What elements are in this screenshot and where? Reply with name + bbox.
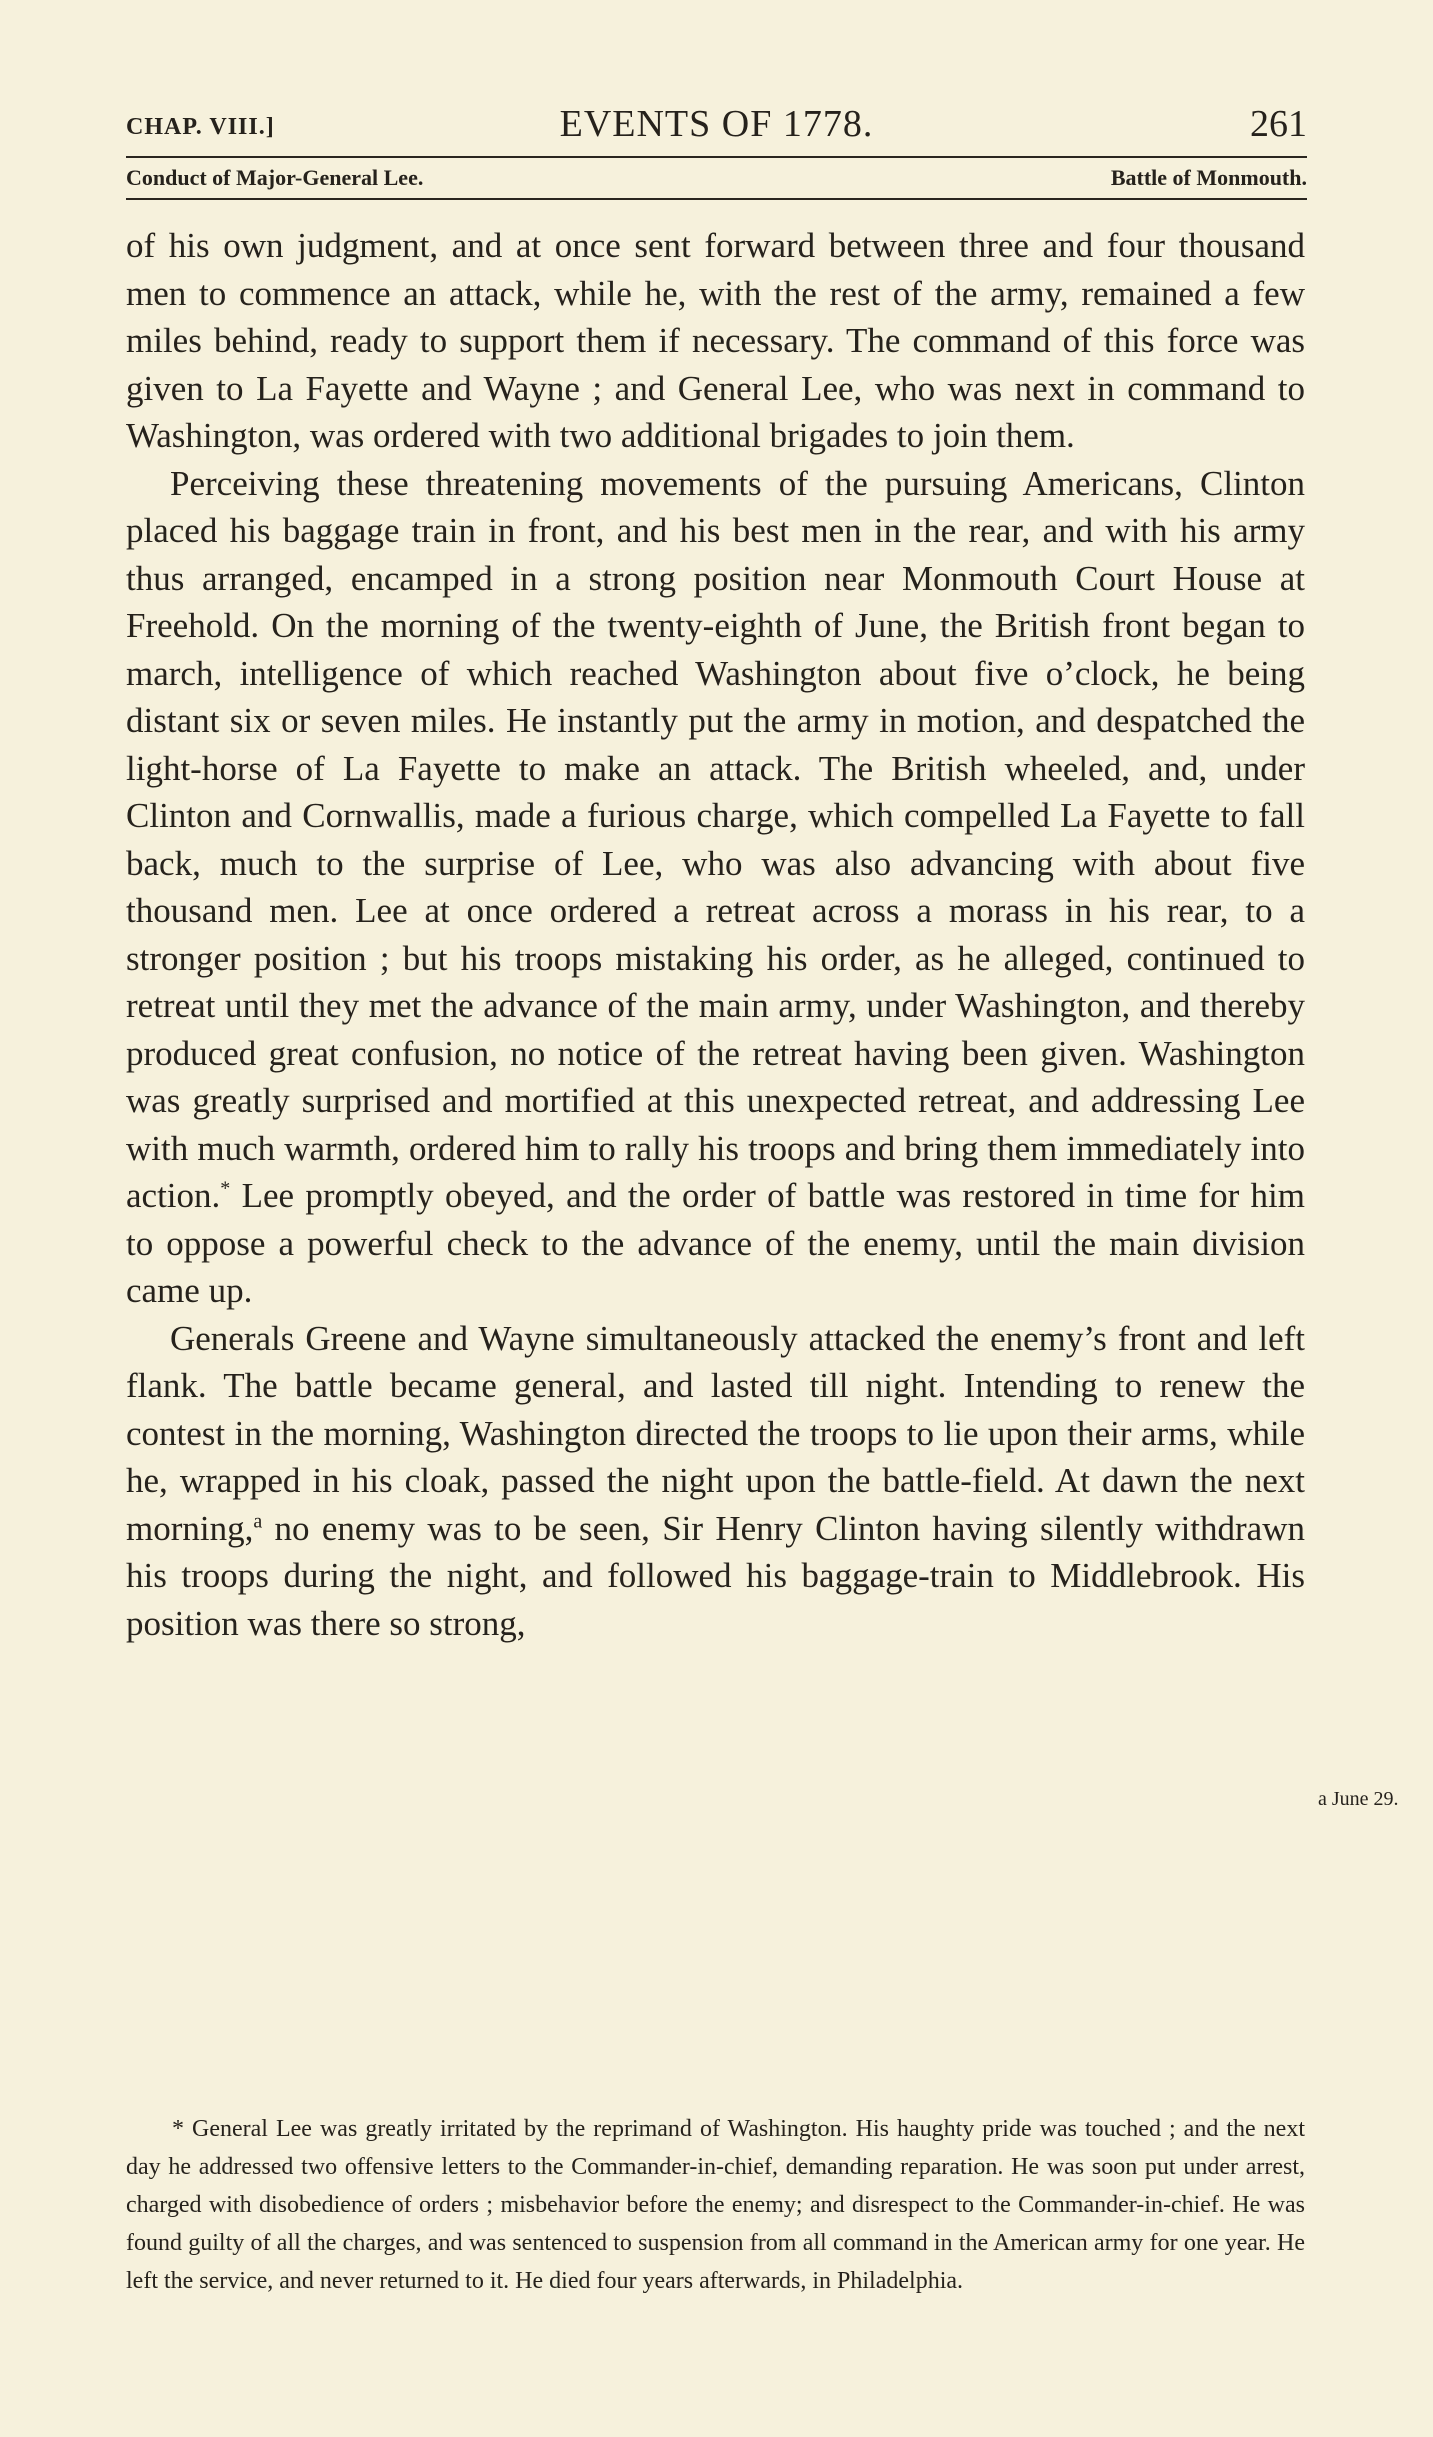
paragraph-3 [126,1315,1305,1648]
paragraph-3-text-b: no enemy was to be seen, Sir Henry Clinton having silently withdrawn his troops during the night, and followed his baggage-train to Middlebrook. His position was there so strong, [126,1508,1305,1643]
paragraph-2 [126,460,1305,1315]
paragraph-3-text-a: Generals Greene and Wayne simultaneously attacked the enemy’s front and left flank. The battle became general, and lasted till night. Intending to renew the contest in the morning, Washington directed the troops to lie upon their arms, while he, wrapped in his cloak, passed the night upon the battle-field. At dawn the next morning, [126,1318,1305,1548]
header-rule-bottom [126,198,1307,200]
margin-note-date: a June 29. [1318,1788,1399,1810]
footnote-paragraph [126,2110,1305,2300]
body-text [126,222,1305,1647]
paragraph-1: of his own judgment, and at once sent forward between three and four thousand men to commence an attack, while he, with the rest of the army, remained a few miles behind, ready to support them if necessary. The command of this force was given to La Fayette and Wayne ; and General Lee, who was next in command to Washington, was ordered with two additional brigades to join them. [126,226,1305,455]
header-rule-top [126,156,1307,158]
page-number: 261 [1250,103,1307,145]
footnote-mark: * [172,2116,184,2142]
margin-note-reference-mark: a [253,1509,263,1532]
running-head [126,100,1307,150]
page-title: EVENTS OF 1778. [559,103,874,145]
footnote [126,2110,1305,2300]
subheading-row [126,163,1307,195]
left-subheading: Conduct of Major-General Lee. [126,165,424,190]
paragraph-2-text-b: Lee promptly obeyed, and the order of battle was restored in time for him to oppose a powerful check to the advance of the enemy, until the main division came up. [126,1176,1305,1310]
chapter-label: CHAP. VIII.] [126,114,275,140]
footnote-reference-mark: * [220,1177,231,1200]
paragraph-2-text-a: Perceiving these threatening movements of the pursuing Americans, Clinton placed his baggage train in front, and his best men in the rear, and with his army thus arranged, encamped in a strong position near Monmouth Court House at Freehold. On the morning of the twenty-eighth of June, the British front began to march, intelligence of which reached Washington about five o’clock, he being distant six or seven miles. He instantly put the army in motion, and despatched the light-horse of La Fayette to make an attack. The British wheeled, and, under Clinton and Cornwallis, made a furious charge, which compelled La Fayette to fall back, much to the surprise of Lee, who was also advancing with about five thousand men. Lee at once ordered a retreat across a morass in his rear, to a stronger position ; but his troops mistaking his order, as he alleged, continued to retreat until they met the advance of the main army, under Washington, and thereby produced great confusion, no notice of the retreat having been given. Washington was greatly surprised and mortified at this unexpected retreat, and addressing Lee with much warmth, ordered him to rally his troops and bring them immediately into action. [126,463,1305,1215]
footnote-text: General Lee was greatly irritated by the reprimand of Washington. His haughty pride was touched ; and the next day he addressed two offensive letters to the Commander-in-chief, demanding reparation. He was soon put under arrest, charged with disobedience of orders ; misbehavior before the enemy; and disrespect to the Commander-in-chief. He was found guilty of all the charges, and was sentenced to suspension from all command in the American army for one year. He left the service, and never returned to it. He died four years afterwards, in Philadelphia. [126,2116,1305,2294]
right-subheading: Battle of Monmouth. [1110,165,1307,190]
